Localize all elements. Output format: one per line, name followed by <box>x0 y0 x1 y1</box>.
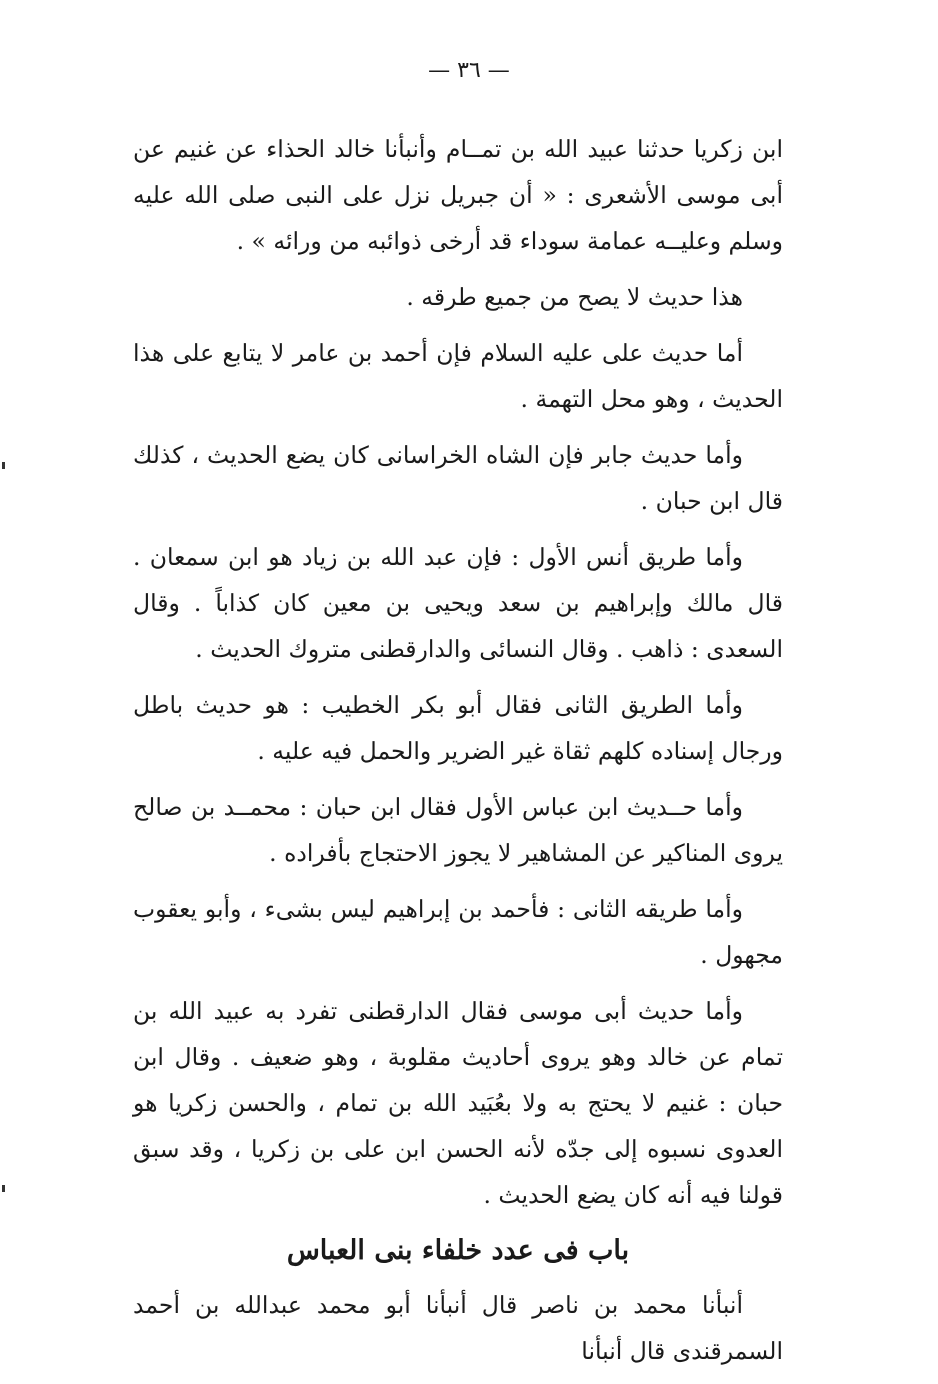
paragraph-3: أما حديث على عليه السلام فإن أحمد بن عامر لا يتابع على هذا الحديث ، وهو محل التهمة . <box>133 339 783 413</box>
paragraph-7: وأما حــديث ابن عباس الأول فقال ابن حبان : محمــد بن صالح يروى المناكير عن المشاهير لا يجوز الاحتجاج بأفراده . <box>133 793 783 867</box>
final-paragraph: أنبأنا محمد بن ناصر قال أنبأنا أبو محمد عبدالله بن أحمد السمرقندى قال أنبأنا <box>133 1291 783 1365</box>
paragraph-6: وأما الطريق الثانى فقال أبو بكر الخطيب : هو حديث باطل ورجال إسناده كلهم ثقاة غير الضرير والحمل فيه عليه . <box>133 691 783 765</box>
paragraph-5: وأما طريق أنس الأول : فإن عبد الله بن زياد هو ابن سمعان . قال مالك وإبراهيم بن سعد ويحيى بن معين كان كذاباً . وقال السعدى : ذاهب . وقال النسائى والدارقطنى متروك الحديث . <box>133 543 783 663</box>
scan-edge-mark <box>2 1185 5 1192</box>
paragraph-2: هذا حديث لا يصح من جميع طرقه . <box>406 283 743 311</box>
section-heading: باب فى عدد خلفاء بنى العباس <box>286 1235 630 1266</box>
page-number: — ٣٦ — <box>428 58 510 83</box>
body-text <box>133 126 783 1384</box>
scan-edge-mark <box>2 462 5 469</box>
paragraph-8: وأما طريقه الثانى : فأحمد بن إبراهيم ليس بشىء ، وأبو يعقوب مجهول . <box>133 895 783 969</box>
paragraph-4: وأما حديث جابر فإن الشاه الخراسانى كان يضع الحديث ، كذلك قال ابن حبان . <box>133 441 783 515</box>
paragraph-9: وأما حديث أبى موسى فقال الدارقطنى تفرد به عبيد الله بن تمام عن خالد وهو يروى أحاديث مقلوبة ، وهو ضعيف . وقال ابن حبان : غنيم لا يحتج به ولا بعُبَيد الله بن تمام ، والحسن زكريا هو العدوى نسبوه إلى جدّه لأنه الحسن ابن على بن زكريا ، وقد سبق قولنا فيه أنه كان يضع الحديث . <box>133 997 783 1209</box>
paragraph-1: ابن زكريا حدثنا عبيد الله بن تمــام وأنبأنا خالد الحذاء عن غنيم عن أبى موسى الأشعرى : « أن جبريل نزل على النبى صلى الله عليه وسلم وعليــه عمامة سوداء قد أرخى ذوائبه من ورائه » . <box>133 135 783 255</box>
